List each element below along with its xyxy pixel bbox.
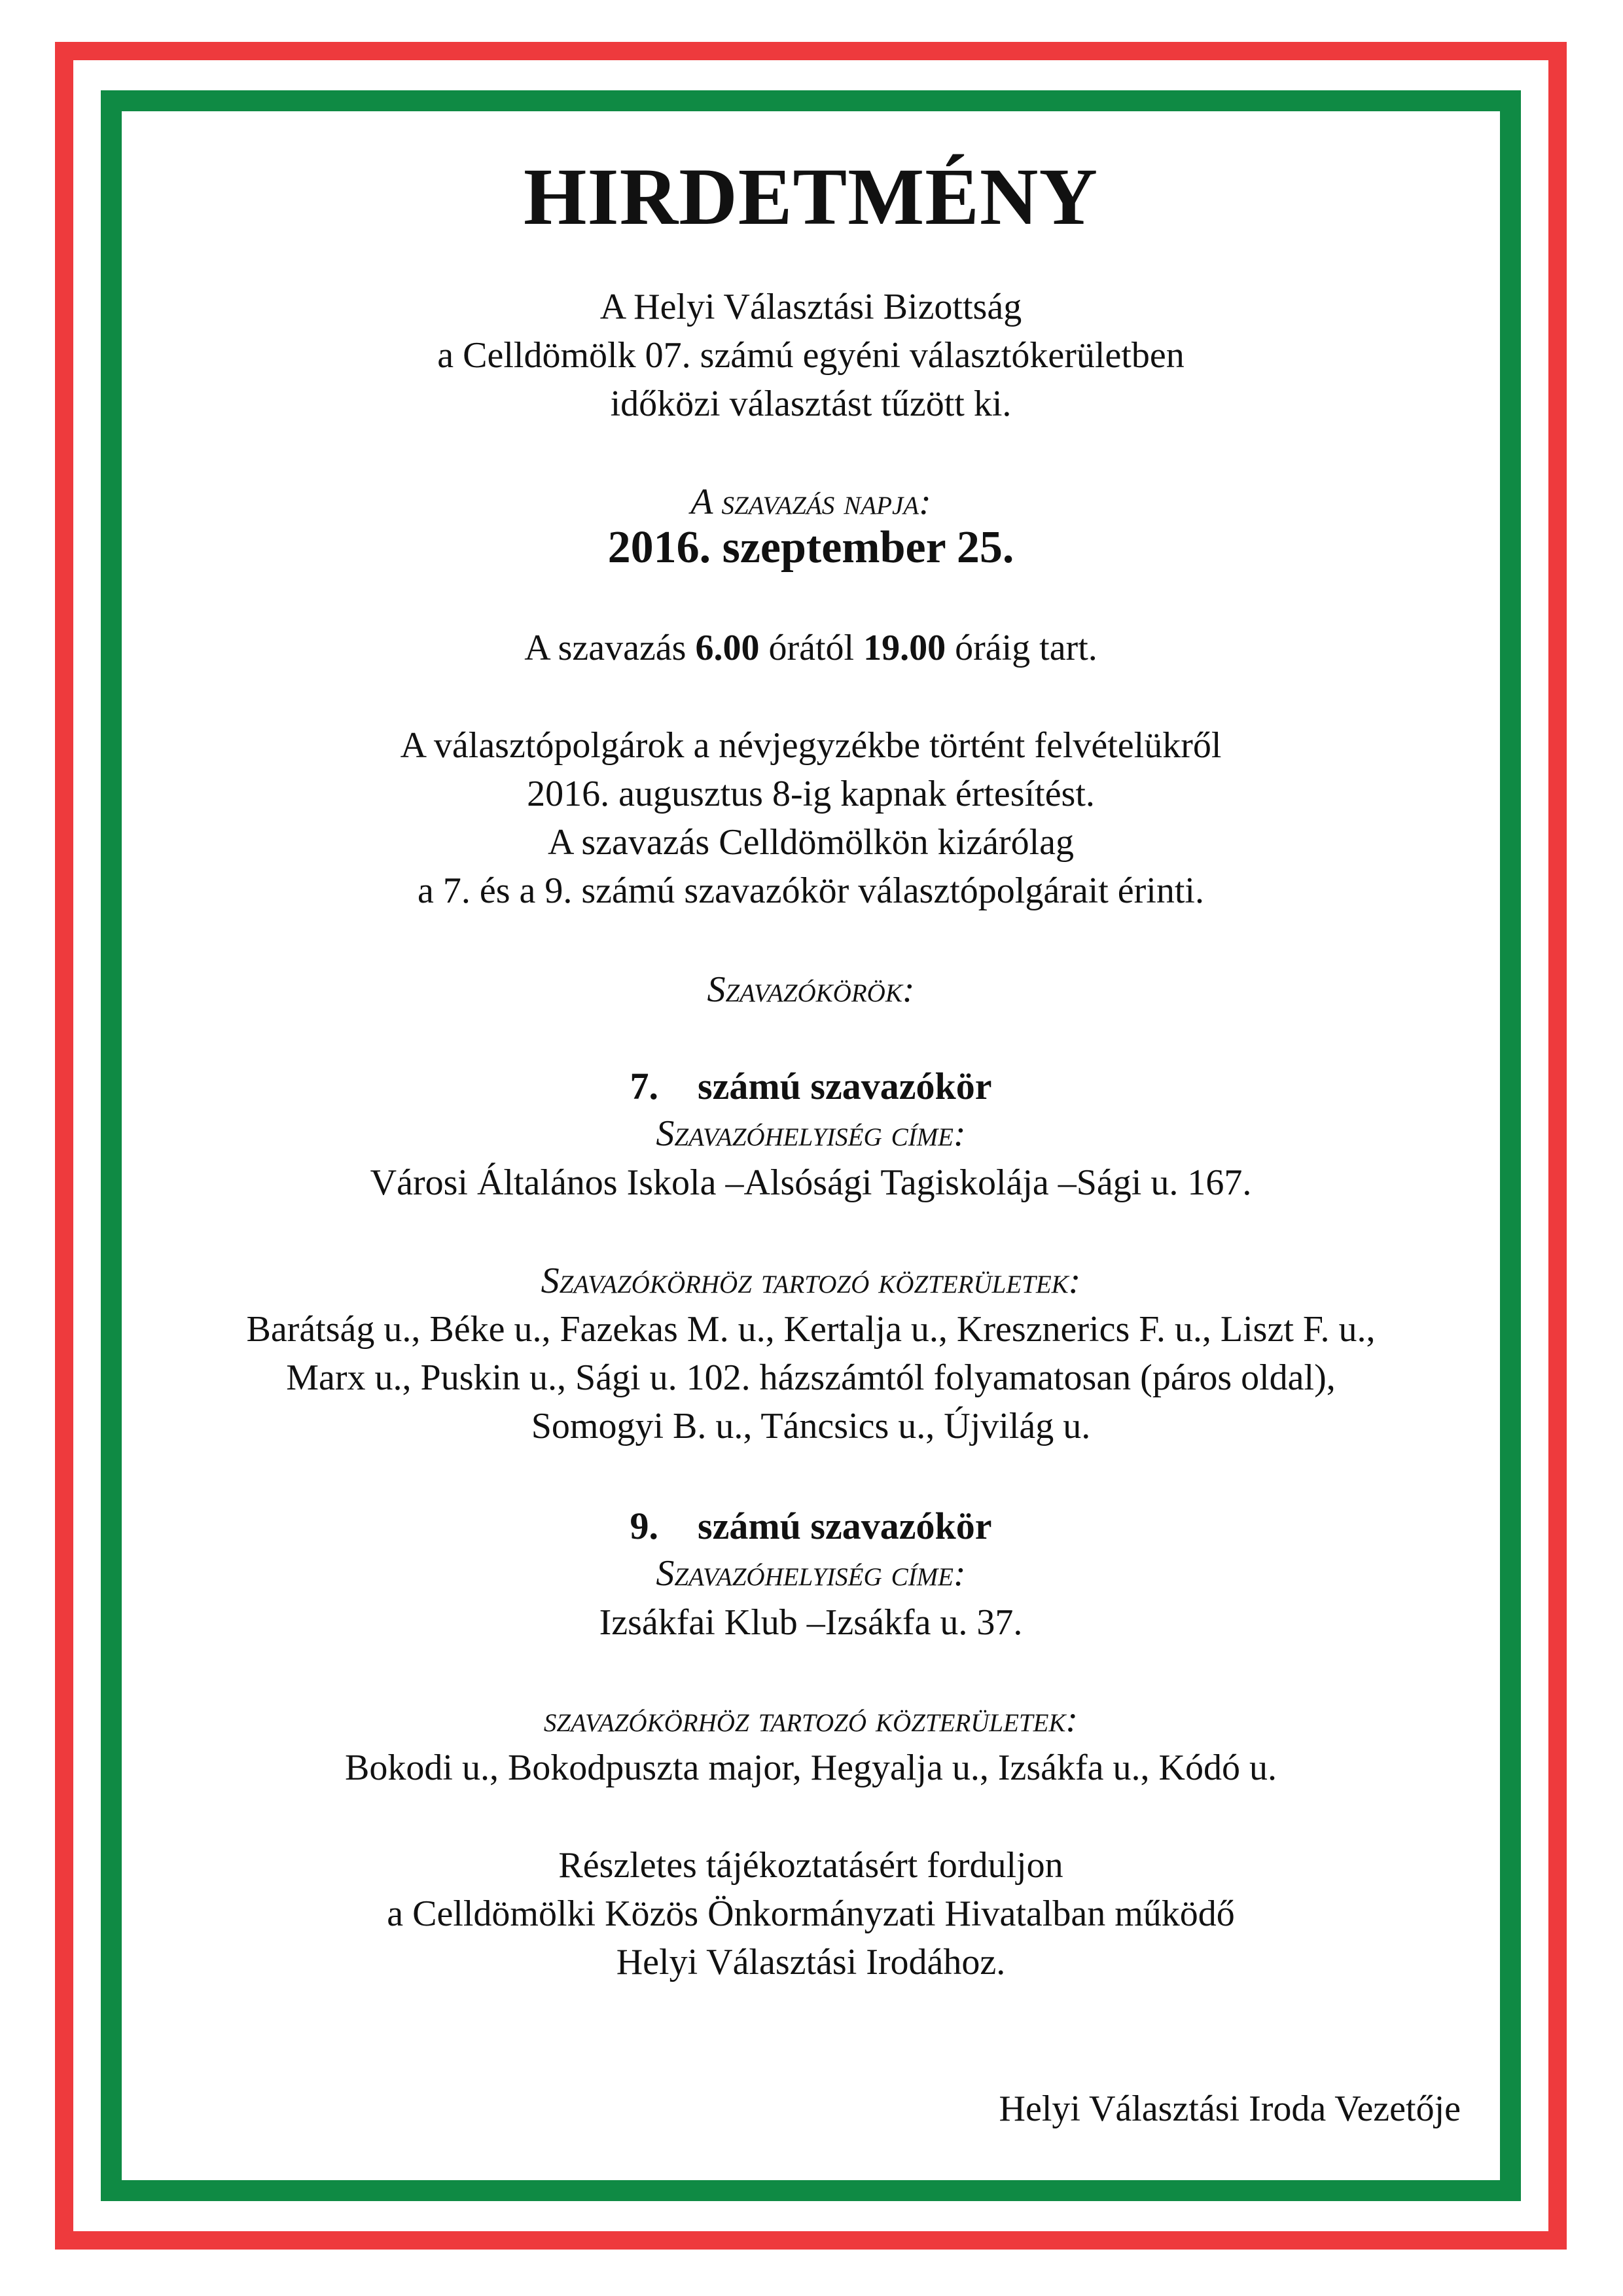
page-title: HIRDETMÉNY (523, 152, 1099, 242)
notice-line-1: A választópolgárok a névjegyzékbe történt felvételükről (400, 725, 1222, 766)
district7-streets-line-2: Marx u., Puskin u., Sági u. 102. házszámtól folyamatosan (páros oldal), (286, 1357, 1336, 1398)
district7-streets-line-1: Barátság u., Béke u., Fazekas M. u., Kertalja u., Kresznerics F. u., Liszt F. u., (246, 1309, 1376, 1350)
district7-name: számú szavazókör (698, 1065, 992, 1107)
district9-streets-line-1: Bokodi u., Bokodpuszta major, Hegyalja u., Izsákfa u., Kódó u. (345, 1748, 1277, 1788)
info-line-2: a Celldömölki Közös Önkormányzati Hivatalban működő (387, 1893, 1235, 1934)
district7-streets-label: Szavazókörhöz tartozó közterületek: (541, 1261, 1081, 1301)
district9-location: Izsákfai Klub –Izsákfa u. 37. (599, 1602, 1023, 1643)
notice-line-2: 2016. augusztus 8-ig kapnak értesítést. (527, 774, 1095, 814)
district7-location-label: Szavazóhelyiség címe: (656, 1113, 966, 1154)
district9-name: számú szavazókör (698, 1505, 992, 1547)
vote-day-date: 2016. szeptember 25. (607, 522, 1014, 573)
district9-location-label: Szavazóhelyiség címe: (656, 1553, 966, 1594)
vote-day-label: A szavazás napja: (690, 482, 931, 522)
districts-heading: Szavazókörök: (707, 969, 915, 1010)
notice-line-4: a 7. és a 9. számú szavazókör választópolgárait érinti. (418, 870, 1204, 911)
announcement-page (122, 111, 1500, 2180)
district9-streets-label: szavazókörhöz tartozó közterületek: (543, 1699, 1079, 1740)
district7-heading (122, 1062, 1500, 1111)
info-line-3: Helyi Választási Irodához. (616, 1942, 1006, 1982)
hours-suffix: óráig tart. (946, 628, 1097, 668)
district7-streets-line-3: Somogyi B. u., Táncsics u., Újvilág u. (531, 1406, 1091, 1446)
notice-line-3: A szavazás Celldömölkön kizárólag (548, 822, 1074, 863)
info-line-1: Részletes tájékoztatásért forduljon (558, 1845, 1063, 1886)
district9-number: 9. (630, 1505, 659, 1547)
intro-line-3: időközi választást tűzött ki. (610, 384, 1012, 424)
district7-number: 7. (630, 1065, 659, 1107)
district7-location: Városi Általános Iskola –Alsósági Tagiskolája –Sági u. 167. (370, 1162, 1252, 1203)
district9-heading (122, 1502, 1500, 1551)
hours-middle: órától (759, 628, 864, 668)
hours-prefix: A szavazás (524, 628, 696, 668)
intro-line-2: a Celldömölk 07. számú egyéni választókerületben (437, 335, 1185, 376)
hours-start: 6.00 (695, 628, 760, 668)
voting-hours (122, 624, 1500, 672)
hours-end: 19.00 (863, 628, 946, 668)
signature: Helyi Választási Iroda Vezetője (999, 2089, 1461, 2129)
intro-line-1: A Helyi Választási Bizottság (599, 287, 1022, 327)
